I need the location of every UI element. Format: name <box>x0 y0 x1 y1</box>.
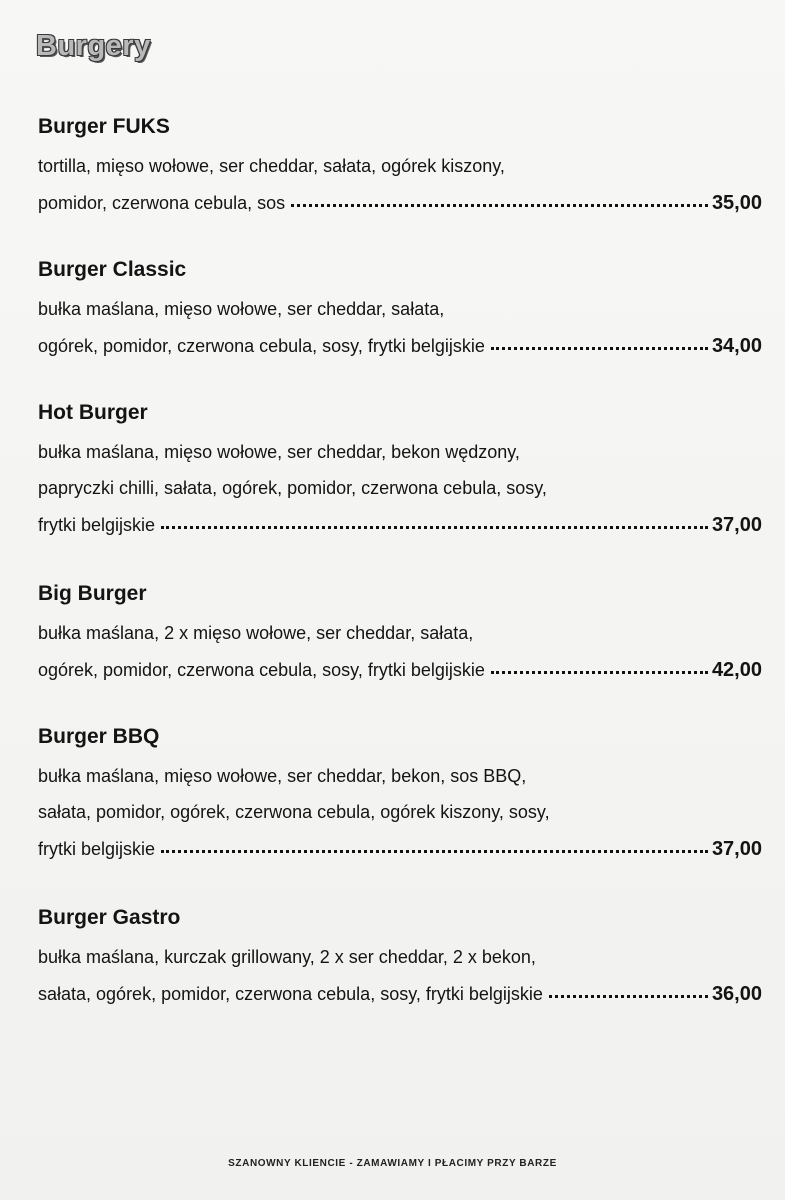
item-name: Big Burger <box>38 582 147 605</box>
item-name: Burger BBQ <box>38 725 160 748</box>
item-price-line <box>38 975 762 1013</box>
section-title: Burgery <box>36 30 151 62</box>
item-price-line <box>38 327 762 365</box>
item-description-line: bułka maślana, mięso wołowe, ser cheddar, bekon wędzony, <box>38 442 520 462</box>
item-price-line <box>38 830 762 868</box>
item-description-line: tortilla, mięso wołowe, ser cheddar, sałata, ogórek kiszony, <box>38 156 505 176</box>
footer-note: SZANOWNY KLIENCIE - ZAMAWIAMY I PŁACIMY PRZY BARZE <box>228 1158 557 1169</box>
item-price: 36,00 <box>711 983 762 1005</box>
menu-item-burger-classic <box>38 255 762 365</box>
dot-leader <box>161 850 708 853</box>
item-description-line: ogórek, pomidor, czerwona cebula, sosy, frytki belgijskie <box>38 660 485 680</box>
menu-item-burger-gastro <box>38 903 762 1013</box>
item-description-line: bułka maślana, kurczak grillowany, 2 x ser cheddar, 2 x bekon, <box>38 947 536 967</box>
item-price-line <box>38 184 762 222</box>
item-description-line: bułka maślana, mięso wołowe, ser cheddar, sałata, <box>38 299 445 319</box>
item-name: Hot Burger <box>38 401 148 424</box>
item-price-line <box>38 506 762 544</box>
dot-leader <box>291 204 708 207</box>
menu-item-hot-burger <box>38 398 762 544</box>
item-price: 42,00 <box>711 659 762 681</box>
item-price: 34,00 <box>711 335 762 357</box>
item-name: Burger FUKS <box>38 115 170 138</box>
item-description-line: frytki belgijskie <box>38 839 156 859</box>
item-description-line: sałata, ogórek, pomidor, czerwona cebula, sosy, frytki belgijskie <box>38 984 543 1004</box>
item-description-line: frytki belgijskie <box>38 515 156 535</box>
item-description-line: papryczki chilli, sałata, ogórek, pomidor, czerwona cebula, sosy, <box>38 478 547 498</box>
item-price-line <box>38 651 762 689</box>
item-name: Burger Gastro <box>38 906 181 929</box>
item-price: 35,00 <box>711 192 762 214</box>
item-description-line: bułka maślana, mięso wołowe, ser cheddar, bekon, sos BBQ, <box>38 766 527 786</box>
menu-item-burger-fuks <box>38 112 762 222</box>
dot-leader <box>491 671 708 674</box>
item-description-line: pomidor, czerwona cebula, sos <box>38 193 286 213</box>
item-price: 37,00 <box>711 514 762 536</box>
item-description-line: sałata, pomidor, ogórek, czerwona cebula, ogórek kiszony, sosy, <box>38 802 550 822</box>
dot-leader <box>161 526 708 529</box>
item-description-line: bułka maślana, 2 x mięso wołowe, ser cheddar, sałata, <box>38 623 474 643</box>
menu-item-big-burger <box>38 579 762 689</box>
item-name: Burger Classic <box>38 258 187 281</box>
item-price: 37,00 <box>711 838 762 860</box>
dot-leader <box>549 995 708 998</box>
menu-item-burger-bbq <box>38 722 762 868</box>
dot-leader <box>491 347 708 350</box>
item-description-line: ogórek, pomidor, czerwona cebula, sosy, frytki belgijskie <box>38 336 485 356</box>
